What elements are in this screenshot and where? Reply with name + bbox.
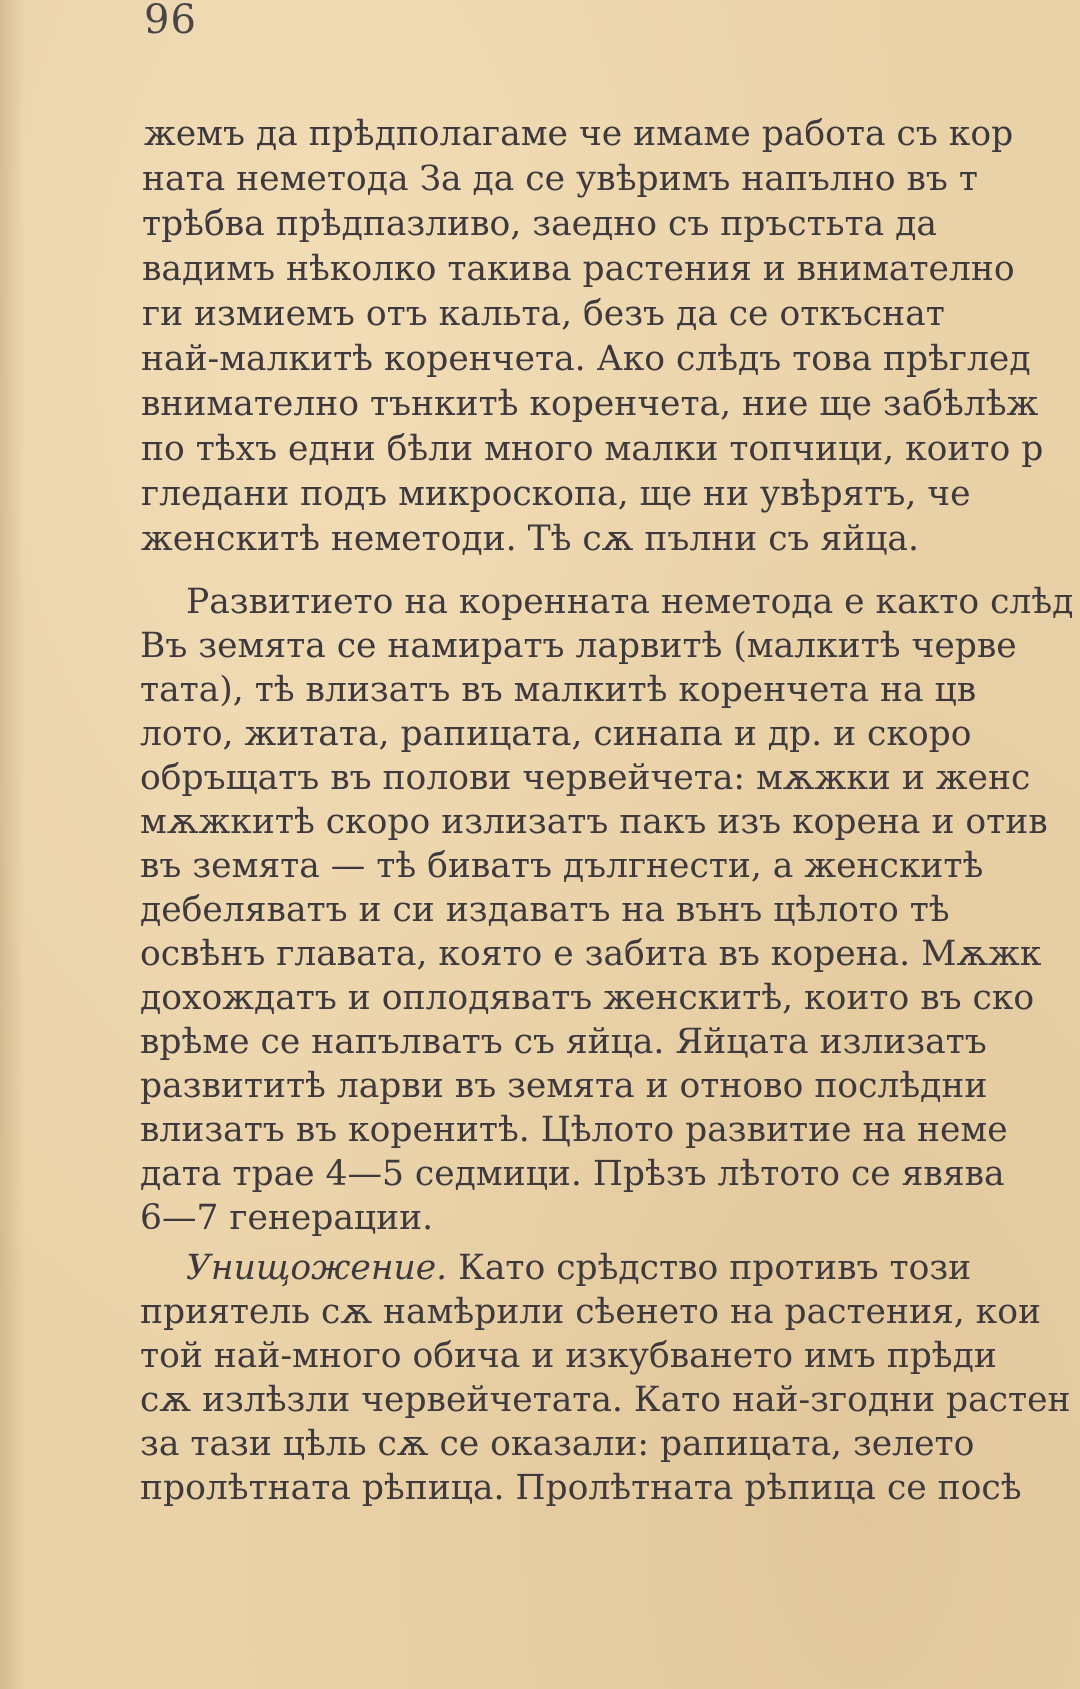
paragraph-1-line-1: жемъ да прѣдполагаме че имаме работа съ кор	[144, 114, 1014, 154]
paragraph-2-line-4: лото, житата, рапицата, синапа и др. и скоро	[140, 714, 972, 754]
paragraph-1-line-2: ната неметода За да се увѣримъ напълно въ т	[142, 159, 978, 199]
section-heading-italic: Унищожение.	[186, 1248, 448, 1288]
paragraph-2-line-7: въ земята — тѣ биватъ дългнести, а женскитѣ	[140, 846, 984, 886]
paragraph-2-line-5: обръщатъ въ полови червейчета: мѫжки и женс	[140, 758, 1031, 798]
paragraph-2-line-1: Развитието на коренната неметода е както слѣд	[186, 582, 1074, 622]
paragraph-3-line-5: за тази цѣль сѫ се оказали: рапицата, зелето	[140, 1424, 975, 1464]
paragraph-1-line-5: ги измиемъ отъ кальта, безъ да се откъснат	[142, 294, 945, 334]
paragraph-2-line-15: 6—7 генерации.	[140, 1198, 434, 1238]
paragraph-2-line-14: дата трае 4—5 седмици. Прѣзъ лѣтото се явява	[140, 1154, 1005, 1194]
paragraph-3-line-3: той най-много обича и изкубването имъ прѣди	[140, 1336, 997, 1376]
paragraph-1-line-9: гледани подъ микроскопа, ще ни увѣрятъ, че	[141, 474, 971, 514]
paragraph-3-line-1-text: Като срѣдство противъ този	[447, 1248, 972, 1288]
paragraph-2-line-11: врѣме се напълватъ съ яйца. Яйцата излизатъ	[140, 1022, 987, 1062]
paragraph-2-line-8: дебеляватъ и си издаватъ на вънъ цѣлото тѣ	[140, 890, 950, 930]
paragraph-3-line-4: сѫ излѣзли червейчетата. Като най-згодни растен	[140, 1380, 1071, 1420]
paragraph-1-line-3: трѣбва прѣдпазливо, заедно съ пръстьта да	[142, 204, 937, 244]
paragraph-3-line-6: пролѣтната рѣпица. Пролѣтната рѣпица се посѣ	[140, 1468, 1022, 1508]
paragraph-2-line-9: освѣнъ главата, която е забита въ корена. Мѫжк	[140, 934, 1042, 974]
page-edge-shadow	[0, 0, 26, 1689]
paragraph-2-line-13: влизатъ въ коренитѣ. Цѣлото развитие на неме	[140, 1110, 1008, 1150]
paragraph-2-line-10: дохождатъ и оплодяватъ женскитѣ, които въ ско	[140, 978, 1035, 1018]
paragraph-1-line-4: вадимъ нѣколко такива растения и внимателно	[142, 249, 1015, 289]
paragraph-1-line-8: по тѣхъ едни бѣли много малки топчици, които р	[141, 429, 1044, 469]
paragraph-2-line-12: развититѣ ларви въ земята и отново послѣдни	[140, 1066, 988, 1106]
paragraph-3-line-2: приятель сѫ намѣрили сѣенето на растения, кои	[140, 1292, 1041, 1332]
paragraph-3-line-1	[186, 1246, 971, 1290]
paragraph-2-line-3: тата), тѣ влизатъ въ малкитѣ коренчета на цв	[140, 670, 977, 710]
paragraph-1-line-10: женскитѣ неметоди. Тѣ сѫ пълни съ яйца.	[141, 519, 919, 559]
paragraph-2-line-2: Въ земята се намиратъ ларвитѣ (малкитѣ черве	[140, 626, 1017, 666]
paragraph-2-line-6: мѫжкитѣ скоро излизатъ пакъ изъ корена и отив	[140, 802, 1048, 842]
paragraph-1-line-6: най-малкитѣ коренчета. Ако слѣдъ това прѣглед	[141, 339, 1031, 379]
paragraph-1-line-7: внимателно тънкитѣ коренчета, ние ще забѣлѣж	[141, 384, 1039, 424]
page-number: 96	[144, 0, 197, 43]
